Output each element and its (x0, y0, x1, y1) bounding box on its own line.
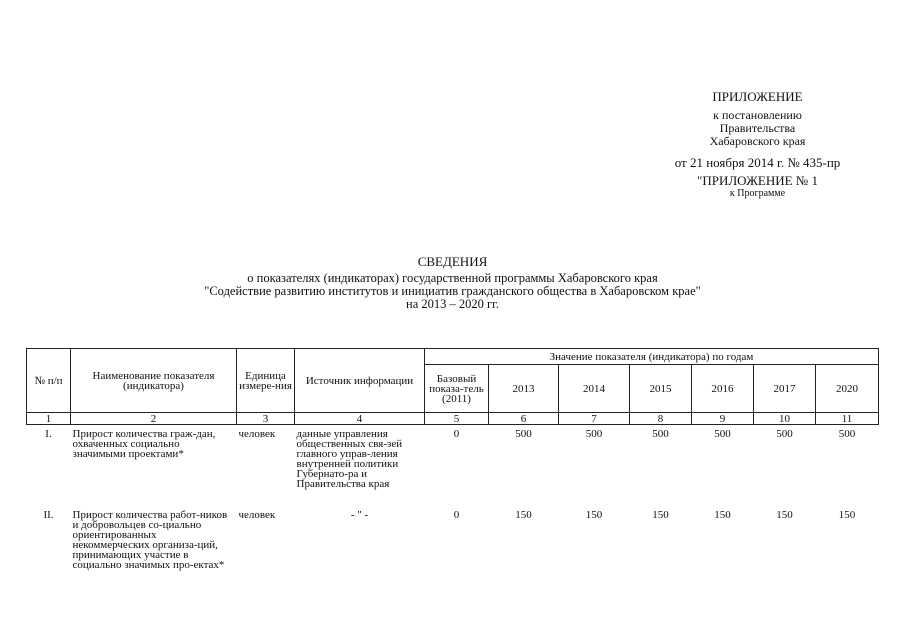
row-value: 500 (776, 428, 793, 440)
document-title: СВЕДЕНИЯ (417, 254, 488, 269)
row-num: I. (45, 428, 52, 440)
row-name: Прирост количества граж-дан, охваченных социально значимыми проектами* (72, 428, 216, 460)
row-value: 150 (838, 509, 856, 521)
appendix-label: "ПРИЛОЖЕНИЕ № 1 (697, 173, 818, 188)
indicators-table (26, 348, 879, 571)
header-year: 2017 (754, 365, 816, 413)
approval-block (640, 90, 875, 200)
column-number: 4 (295, 413, 425, 425)
subtitle-line3: на 2013 – 2020 гг. (406, 297, 499, 311)
header-name: Наименование показателя (индикатора) (71, 349, 237, 413)
column-number: 11 (816, 413, 879, 425)
column-number: 9 (692, 413, 754, 425)
row-base: 0 (453, 509, 460, 521)
row-value: 150 (776, 509, 793, 521)
approval-date: от 21 ноября 2014 г. № 435-пр (674, 155, 841, 170)
row-value: 500 (714, 428, 731, 440)
column-number: 8 (630, 413, 692, 425)
approval-line2: Правительства (719, 121, 796, 135)
column-number: 5 (425, 413, 489, 425)
row-source: данные управления общественных свя-зей главного управ-ления внутренней политики Губернато-ра и Правительства края (296, 428, 403, 490)
row-unit: человек (238, 428, 276, 440)
header-year: 2016 (692, 365, 754, 413)
row-name: Прирост количества работ-ников и добровольцев со-циально ориентированных некоммерческих организа-ций, принимающих участие в социально значимых про-ектах* (72, 509, 228, 571)
row-value: 150 (652, 509, 669, 521)
row-value: 500 (515, 428, 532, 440)
header-year: 2013 (489, 365, 559, 413)
header-num: № п/п (27, 349, 71, 413)
row-value: 150 (585, 509, 603, 521)
row-value: 500 (652, 428, 669, 440)
program-label: к Программе (729, 188, 786, 199)
row-num: II. (43, 509, 54, 521)
approval-line1: к постановлению (713, 108, 802, 122)
approval-title: ПРИЛОЖЕНИЕ (712, 89, 803, 104)
column-number: 6 (489, 413, 559, 425)
row-value: 150 (714, 509, 731, 521)
header-values-group: Значение показателя (индикатора) по годам (425, 349, 879, 365)
header-year: 2020 (816, 365, 879, 413)
column-number-row (27, 413, 879, 425)
column-number: 2 (71, 413, 237, 425)
table-row (27, 425, 879, 507)
document-subtitle (0, 272, 905, 311)
column-number: 7 (559, 413, 630, 425)
subtitle-line1: о показателях (индикаторах) государственной программы Хабаровского края (247, 271, 658, 285)
row-value: 150 (515, 509, 532, 521)
row-base: 0 (453, 428, 460, 440)
row-value: 500 (585, 428, 603, 440)
column-number: 3 (237, 413, 295, 425)
table-row (27, 506, 879, 571)
approval-line3: Хабаровского края (709, 134, 806, 148)
header-unit: Единица измере-ния (237, 349, 295, 413)
subtitle-line2: "Содействие развитию институтов и инициатив гражданского общества в Хабаровском крае" (204, 284, 701, 298)
row-value: 500 (838, 428, 856, 440)
row-unit: человек (238, 509, 276, 521)
header-source: Источник информации (295, 349, 425, 413)
header-year: 2014 (559, 365, 630, 413)
header-year: 2015 (630, 365, 692, 413)
header-base: Базовый показа-тель (2011) (425, 365, 489, 413)
column-number: 1 (27, 413, 71, 425)
row-source: - " - (350, 509, 369, 521)
column-number: 10 (754, 413, 816, 425)
